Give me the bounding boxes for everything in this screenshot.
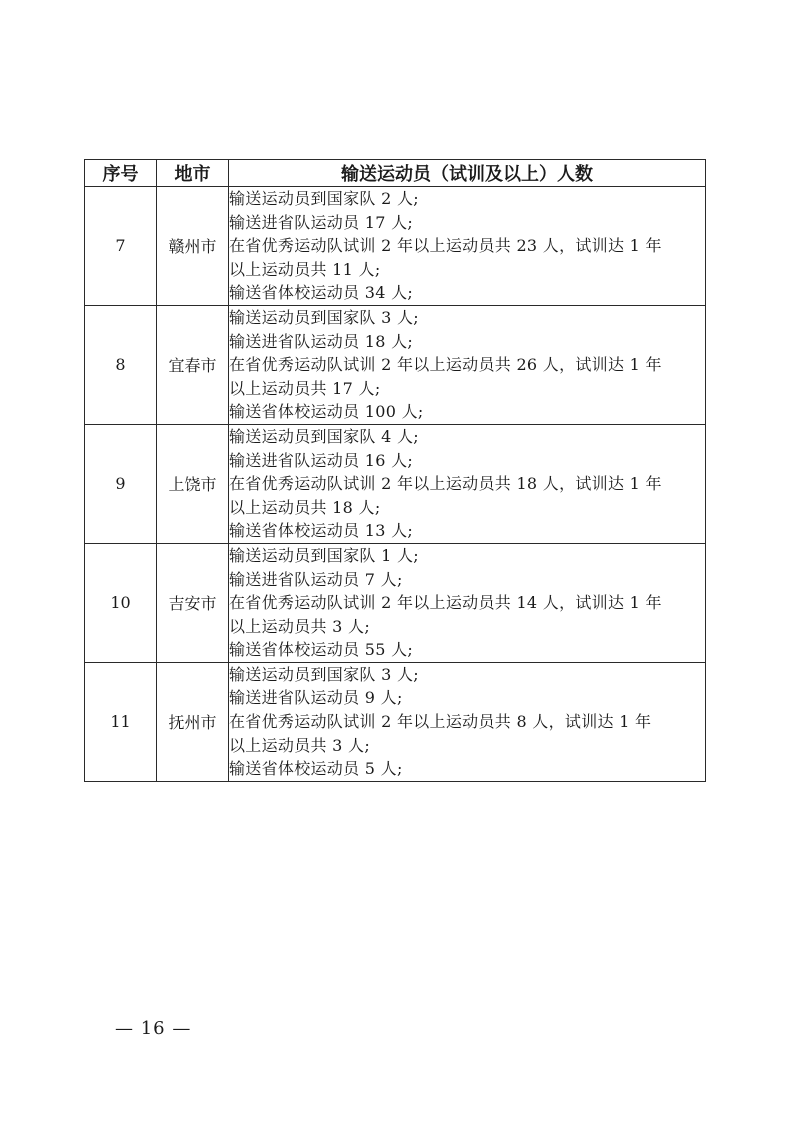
detail-line: 在省优秀运动队试训 2 年以上运动员共 26 人，试训达 1 年 — [229, 355, 662, 375]
detail-line: 输送进省队运动员 16 人; — [229, 450, 414, 470]
row-city: 上饶市 — [157, 424, 229, 543]
detail-line: 输送运动员到国家队 4 人; — [229, 426, 419, 446]
row-detail — [229, 543, 706, 662]
table-row — [85, 187, 706, 306]
detail-line: 输送省体校运动员 34 人; — [229, 283, 414, 303]
detail-line: 以上运动员共 17 人; — [229, 378, 381, 398]
header-athlete-count: 输送运动员（试训及以上）人数 — [229, 160, 706, 187]
detail-line: 输送进省队运动员 18 人; — [229, 331, 414, 351]
detail-line: 输送运动员到国家队 1 人; — [229, 545, 419, 565]
table-header-row — [85, 160, 706, 187]
row-serial-number: 8 — [85, 305, 157, 424]
detail-line: 输送进省队运动员 9 人; — [229, 688, 403, 708]
table-row — [85, 424, 706, 543]
detail-line: 在省优秀运动队试训 2 年以上运动员共 8 人，试训达 1 年 — [229, 712, 652, 732]
detail-line: 在省优秀运动队试训 2 年以上运动员共 18 人，试训达 1 年 — [229, 474, 662, 494]
row-serial-number: 9 — [85, 424, 157, 543]
row-detail — [229, 424, 706, 543]
page-number: — 16 — — [115, 1018, 192, 1039]
detail-line: 以上运动员共 3 人; — [229, 616, 371, 636]
header-serial-number: 序号 — [85, 160, 157, 187]
row-serial-number: 7 — [85, 187, 157, 306]
detail-line: 输送省体校运动员 55 人; — [229, 640, 414, 660]
athlete-transfer-table — [84, 159, 706, 782]
detail-line: 以上运动员共 3 人; — [229, 735, 371, 755]
detail-line: 输送省体校运动员 5 人; — [229, 759, 403, 779]
table-row — [85, 543, 706, 662]
row-serial-number: 11 — [85, 662, 157, 781]
row-detail — [229, 187, 706, 306]
row-city: 宜春市 — [157, 305, 229, 424]
table-row — [85, 662, 706, 781]
row-city: 赣州市 — [157, 187, 229, 306]
row-city: 抚州市 — [157, 662, 229, 781]
detail-line: 输送进省队运动员 7 人; — [229, 569, 403, 589]
detail-line: 输送进省队运动员 17 人; — [229, 212, 414, 232]
header-city: 地市 — [157, 160, 229, 187]
detail-line: 输送运动员到国家队 3 人; — [229, 664, 419, 684]
row-detail — [229, 662, 706, 781]
row-city: 吉安市 — [157, 543, 229, 662]
detail-line: 在省优秀运动队试训 2 年以上运动员共 14 人，试训达 1 年 — [229, 593, 662, 613]
table-row — [85, 305, 706, 424]
detail-line: 在省优秀运动队试训 2 年以上运动员共 23 人，试训达 1 年 — [229, 236, 662, 256]
detail-line: 输送运动员到国家队 3 人; — [229, 307, 419, 327]
detail-line: 输送运动员到国家队 2 人; — [229, 189, 419, 208]
detail-line: 输送省体校运动员 100 人; — [229, 402, 424, 422]
detail-line: 以上运动员共 11 人; — [229, 259, 381, 279]
detail-line: 以上运动员共 18 人; — [229, 497, 381, 517]
detail-line: 输送省体校运动员 13 人; — [229, 521, 414, 541]
row-detail — [229, 305, 706, 424]
row-serial-number: 10 — [85, 543, 157, 662]
